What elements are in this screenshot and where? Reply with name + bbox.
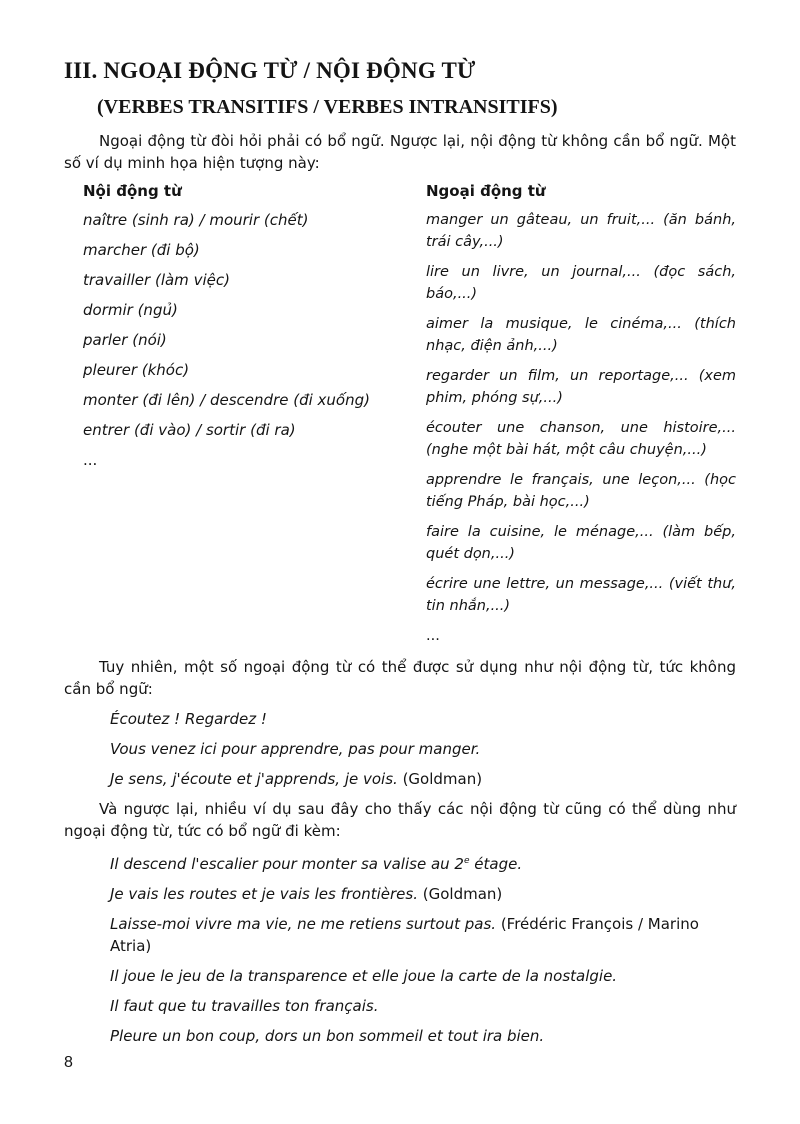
transitive-heading: Ngoại động từ (426, 182, 546, 200)
example-sentence (110, 883, 736, 905)
paragraph-intransitive-as-transitive: Và ngược lại, nhiều ví dụ sau đây cho thấy các nội động từ cũng có thể dùng như ngoại động từ, tức có bổ ngữ đi kèm: (64, 800, 736, 840)
intransitive-item: naître (sinh ra) / mourir (chết) (83, 211, 309, 229)
intransitive-column (83, 178, 383, 479)
example-text: Je vais les routes et je vais les frontières. (110, 885, 418, 903)
transitive-column (426, 178, 736, 655)
transitive-item: lire un livre, un journal,... (đọc sách, báo,...) (426, 264, 736, 302)
example-text: Je sens, j'écoute et j'apprends, je vois. (110, 770, 398, 788)
intransitive-item: parler (nói) (83, 331, 167, 349)
intransitive-item: pleurer (khóc) (83, 361, 190, 379)
transitive-item: manger un gâteau, un fruit,... (ăn bánh, trái cây,...) (426, 212, 736, 250)
example-sentence: Il joue le jeu de la transparence et elle joue la carte de la nostalgie. (110, 967, 618, 985)
intransitive-item: marcher (đi bộ) (83, 241, 200, 259)
transitive-item: regarder un film, un reportage,... (xem phim, phóng sự,...) (426, 368, 736, 406)
examples-group-2 (110, 850, 736, 1055)
example-sentence (110, 913, 736, 957)
example-sentence: Il faut que tu travailles ton français. (110, 997, 379, 1015)
examples-group-1 (110, 708, 736, 798)
paragraph-transitive-as-intransitive: Tuy nhiên, một số ngoại động từ có thể được sử dụng như nội động từ, tức không cần bổ ngữ: (64, 658, 736, 698)
example-sentence: Pleure un bon coup, dors un bon sommeil et tout ira bien. (110, 1027, 545, 1045)
transitive-item: aimer la musique, le cinéma,... (thích nhạc, điện ảnh,...) (426, 316, 736, 354)
example-sentence (110, 768, 736, 790)
transitive-item: écouter une chanson, une histoire,... (nghe một bài hát, một câu chuyện,...) (426, 420, 736, 458)
page-number: 8 (64, 1054, 73, 1071)
example-source: (Frédéric François / Marino Atria) (110, 915, 699, 955)
transitive-item: écrire une lettre, un message,... (viết thư, tin nhắn,...) (426, 576, 736, 614)
section-title: III. NGOẠI ĐỘNG TỪ / NỘI ĐỘNG TỪ (64, 58, 476, 83)
transitive-ellipsis: ... (426, 628, 440, 644)
intransitive-item: entrer (đi vào) / sortir (đi ra) (83, 421, 296, 439)
example-sentence: Il descend l'escalier pour monter sa valise au 2e étage. (110, 855, 523, 873)
example-text: Laisse-moi vivre ma vie, ne me retiens surtout pas. (110, 915, 497, 933)
example-source: (Goldman) (418, 885, 503, 903)
intransitive-item: monter (đi lên) / descendre (đi xuống) (83, 391, 370, 409)
transitive-item: apprendre le français, une leçon,... (học tiếng Pháp, bài học,...) (426, 472, 736, 510)
example-source: (Goldman) (397, 770, 483, 788)
example-sentence: Vous venez ici pour apprendre, pas pour manger. (110, 740, 481, 758)
intransitive-heading: Nội động từ (83, 182, 182, 200)
intro-paragraph: Ngoại động từ đòi hỏi phải có bổ ngữ. Ngược lại, nội động từ không cần bổ ngữ. Một số ví dụ minh họa hiện tượng này: (64, 132, 736, 172)
superscript: e (463, 856, 470, 866)
intransitive-item: travailler (làm việc) (83, 271, 230, 289)
intransitive-ellipsis: ... (83, 451, 98, 469)
intransitive-item: dormir (ngủ) (83, 301, 178, 319)
section-subtitle: (VERBES TRANSITIFS / VERBES INTRANSITIFS) (97, 96, 558, 118)
transitive-item: faire la cuisine, le ménage,... (làm bếp, quét dọn,...) (426, 524, 736, 562)
example-sentence: Écoutez ! Regardez ! (110, 710, 267, 728)
